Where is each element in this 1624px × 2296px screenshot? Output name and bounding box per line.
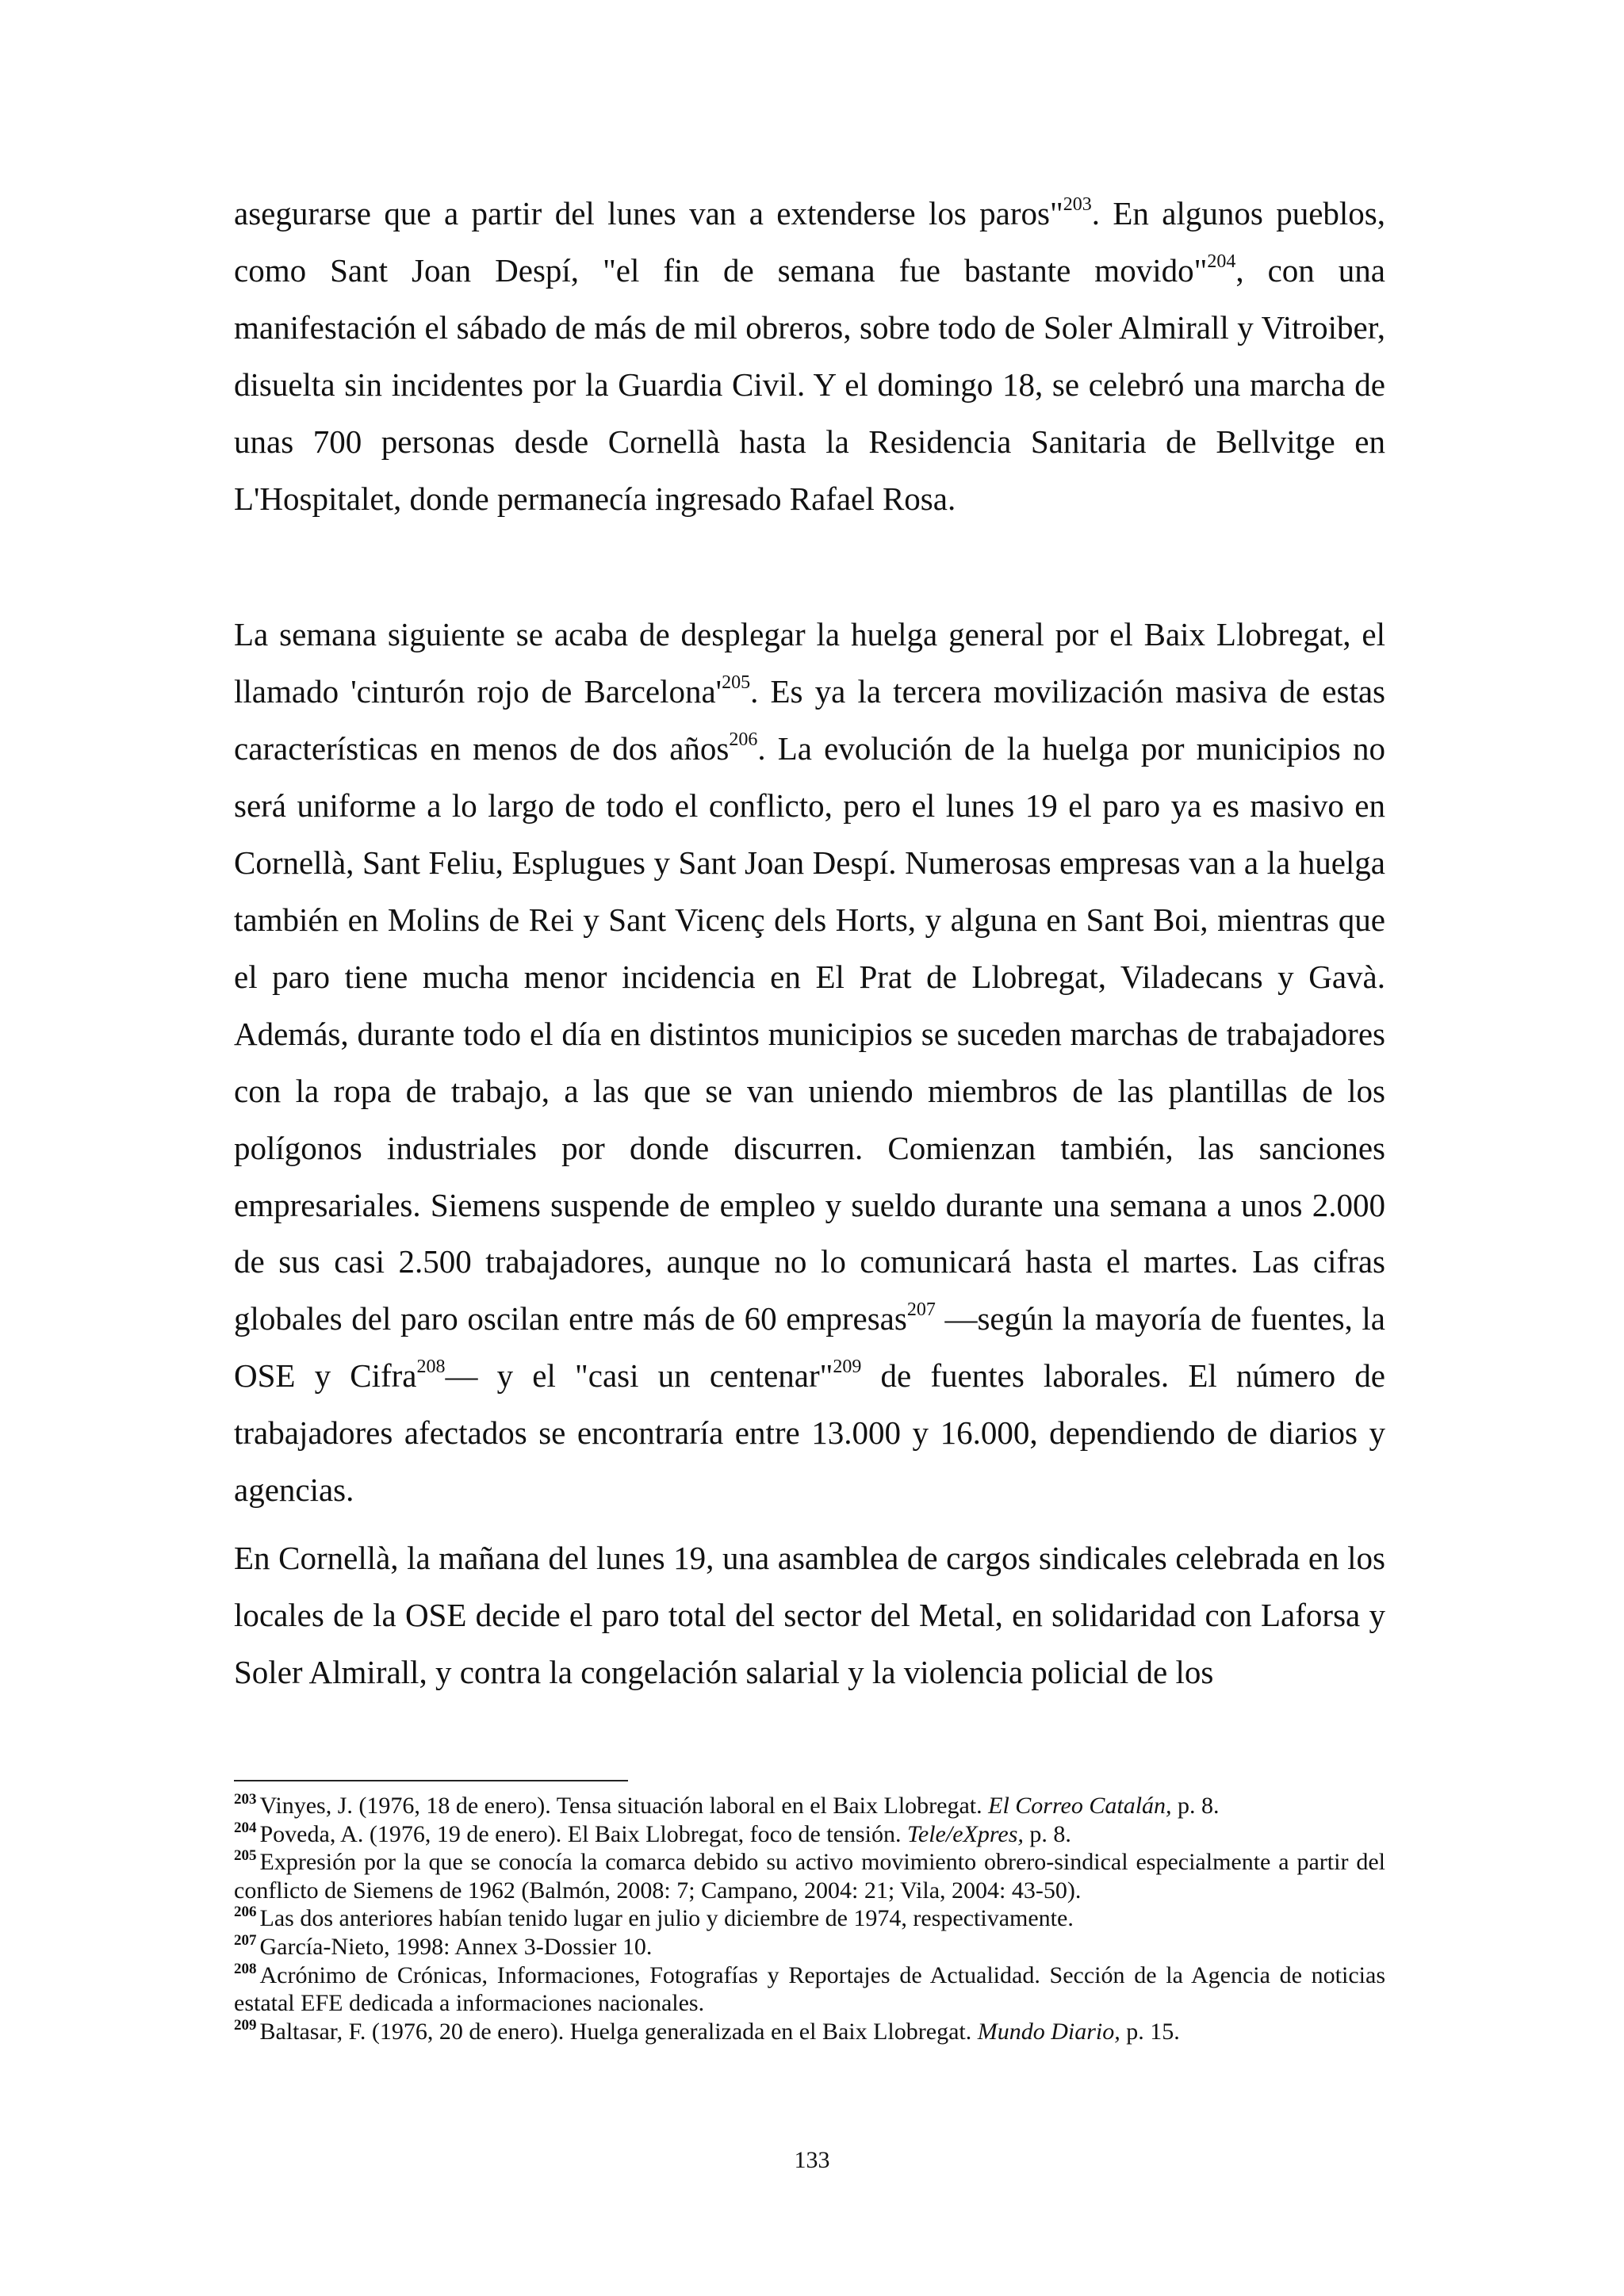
footnotes (234, 1792, 1385, 2045)
paragraph-3: En Cornellà, la mañana del lunes 19, una asamblea de cargos sindicales celebrada en los locales de la OSE decide el paro total del sector del Metal, en solidaridad con Laforsa y Soler Almirall, y contra la congelación salarial y la violencia policial de los (234, 1539, 1385, 1690)
footnote-207: $^{207}$ García-Nieto, 1998: Annex 3-Dossier 10. (234, 1931, 653, 1960)
footnote-ref-209[interactable]: 209 (833, 1357, 862, 1378)
paragraph-2: La semana siguiente se acaba de desplegar la huelga general por el Baix Llobregat, el llamado 'cinturón rojo de $Barcelona'^{205}$. Es ya la tercera movilización masiva de estas características en menos de dos años$^{206}$. La evolución de la huelga por municipios no será uniforme a lo largo de todo el conflicto, pero el lunes 19 el paro ya es masivo en Cornellà, Sant Feliu, Esplugues y Sant Joan Despí. Numerosas empresas van a la huelga también en Molins de Rei y Sant Vicenç dels Horts, y alguna en Sant Boi, mientras que el paro tiene mucha menor incidencia en El Prat de Llobregat, Viladecans y Gavà. Además, durante todo el día en distintos municipios se suceden marchas de trabajadores con la ropa de trabajo, a las que se van uniendo miembros de las plantillas de los polígonos industriales por donde discurren. Comienzan también, las sanciones empresariales. Siemens suspende de empleo y sueldo durante una semana a unos 2.000 de sus casi 2.500 trabajadores, aunque no lo comunicará hasta el martes. Las cifras globales del paro oscilan entre más de 60 empresas$^{207}$ —según la mayoría de fuentes, la OSE y Cifra$^{208}$— y el "casi un centenar"$^{209}$ de fuentes laborales. El número de trabajadores afectados se encontraría entre 13.000 y 16.000, dependiendo de diarios y agencias. (234, 616, 1385, 1509)
footnote-206: $^{206}$ Las dos anteriores habían tenido lugar en julio y diciembre de 1974, respectivamente. (234, 1904, 1074, 1932)
footnote-ref-207[interactable]: 207 (906, 1299, 936, 1321)
footnote-ref-204[interactable]: 204 (1207, 251, 1236, 272)
footnote-208: $^{208}$ Acrónimo de Crónicas, Informaciones, Fotografías y Reportajes de Actualidad. Sección de la Agencia de noticias estatal EFE dedicada a informaciones nacionales. (234, 1960, 1385, 2017)
footnote-203: $^{203}$ Vinyes, J. (1976, 18 de enero). Tensa situación laboral en el Baix Llobregat. El Correo Catalán, p. 8. (234, 1791, 1220, 1819)
footnote-209: $^{209}$ Baltasar, F. (1976, 20 de enero). Huelga generalizada en el Baix Llobregat. Mundo Diario, p. 15. (234, 2016, 1180, 2045)
footnote-205: $^{205}$ Expresión por la que se conocía la comarca debido su activo movimiento obrero-sindical especialmente a partir del conflicto de Siemens de 1962 (Balmón, 2008: 7; Campano, 2004: 21; Vila, 2004: 43-50). (234, 1847, 1385, 1904)
footnote-ref-206[interactable]: 206 (729, 729, 758, 751)
footnote-ref-208[interactable]: 208 (416, 1357, 446, 1378)
spacer (234, 527, 1385, 607)
footnote-ref-203[interactable]: 203 (1063, 194, 1092, 215)
footnote-ref-205[interactable]: 205 (722, 672, 751, 694)
footnote-divider (234, 1780, 628, 1781)
footnote-204: $^{204}$ Poveda, A. (1976, 19 de enero). El Baix Llobregat, foco de tensión. Tele/eXpres, p. 8. (234, 1819, 1071, 1847)
body-text (234, 186, 1385, 1701)
page-number: 133 (794, 2147, 830, 2173)
paragraph-1: asegurarse que a partir del lunes van a extenderse los paros"$^{203}$. En algunos pueblos, como Sant Joan Despí, "el fin de semana fue bastante movido"$^{204}$, con una manifestación el sábado de más de mil obreros, sobre todo de Soler Almirall y Vitroiber, disuelta sin incidentes por la Guardia Civil. Y el domingo 18, se celebró una marcha de unas 700 personas desde Cornellà hasta la Residencia Sanitaria de Bellvitge en L'Hospitalet, donde permanecía ingresado Rafael Rosa. (234, 194, 1385, 517)
